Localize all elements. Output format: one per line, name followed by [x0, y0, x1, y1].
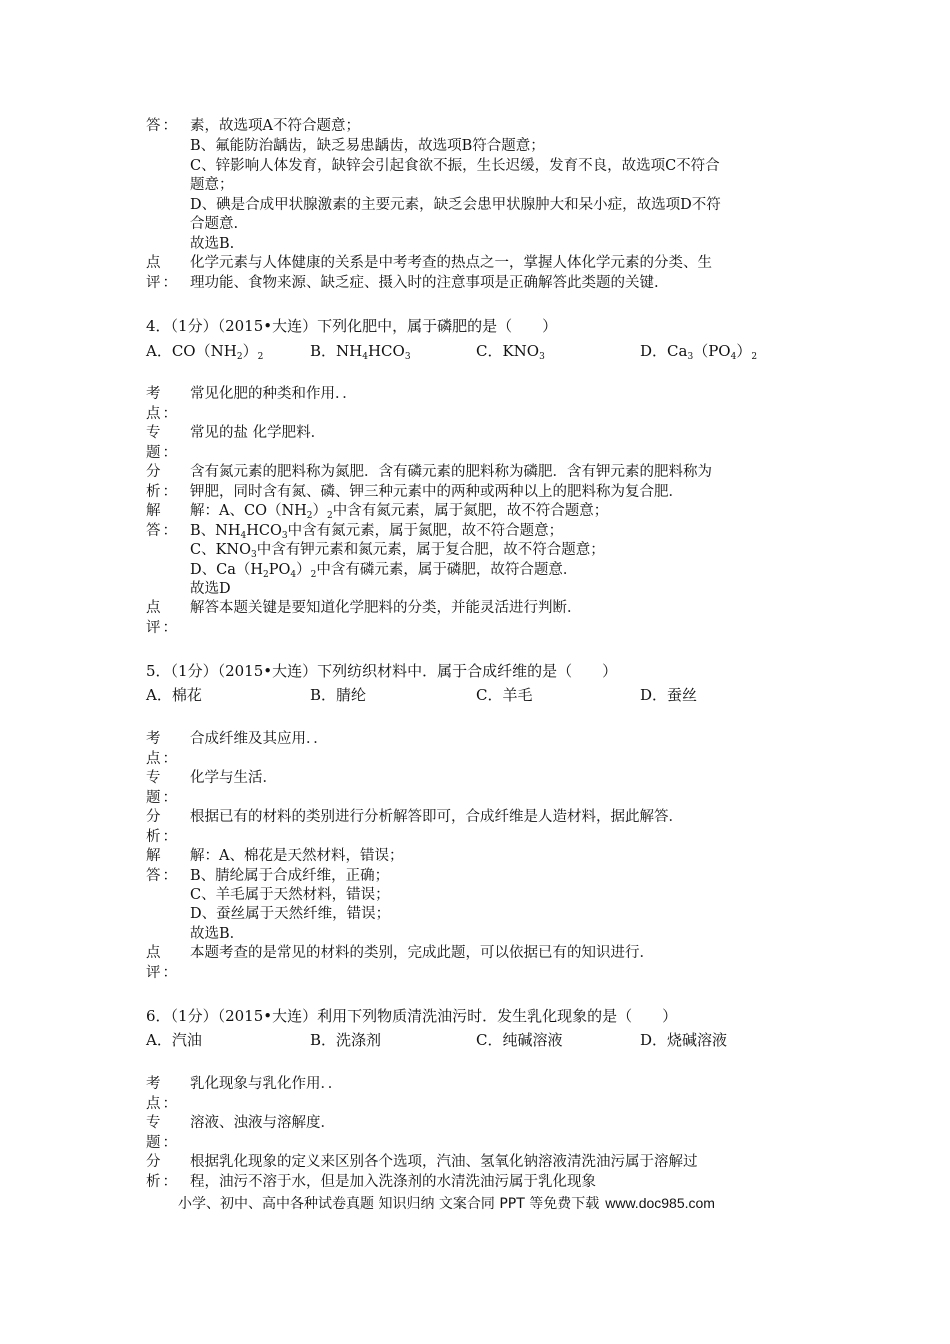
option-b: B．洗涤剂: [310, 1031, 382, 1049]
fenxi-line: 含有氮元素的肥料称为氮肥．含有磷元素的肥料称为磷肥．含有钾元素的肥料称为: [190, 464, 712, 480]
kaodian-label: 点：: [146, 1096, 179, 1112]
dianping-label: 评：: [146, 965, 179, 981]
jieda-line: 故选B．: [190, 926, 245, 942]
option-c: C．羊毛: [476, 686, 533, 704]
answer-line: B、氟能防治龋齿，缺乏易患龋齿，故选项B符合题意；: [190, 138, 545, 154]
jieda-line: C、$KNO_3$中含有钾元素和氮元素，属于复合肥，故不符合题意；: [190, 542, 605, 560]
answer-line: 故选B.: [190, 236, 235, 252]
answer-line: 题意；: [190, 177, 234, 193]
zhuanti-label: 专: [146, 425, 163, 441]
jieda-line: 故选D: [190, 581, 231, 597]
zhuanti-text: 常见的盐 化学肥料．: [190, 425, 326, 441]
fenxi-text: 根据已有的材料的类别进行分析解答即可，合成纤维是人造材料，据此解答．: [190, 809, 683, 825]
option-b: B．腈纶: [310, 686, 367, 704]
option-a: A．$CO(NH_2)_2$: [146, 342, 264, 362]
jieda-label: 答：: [146, 868, 179, 884]
page-footer: [178, 1193, 715, 1213]
option-a: A．汽油: [146, 1031, 202, 1049]
jieda-line: B、$NH_4HCO_3$中含有氮元素，属于氮肥，故不符合题意；: [190, 523, 564, 541]
jieda-line: B、腈纶属于合成纤维，正确；: [190, 868, 390, 884]
zhuanti-text: 化学与生活．: [190, 770, 277, 786]
jieda-line: D、$Ca(H_2PO_4)_2$中含有磷元素，属于磷肥，故符合题意．: [190, 562, 578, 580]
review-line: 化学元素与人体健康的关系是中考考查的热点之一，掌握人体化学元素的分类、生: [190, 255, 712, 271]
option-c: C．纯碱溶液: [476, 1031, 563, 1049]
review-label: 评：: [146, 275, 179, 291]
review-line: 理功能、食物来源、缺乏症、摄入时的注意事项是正确解答此类题的关键.: [190, 275, 659, 291]
fenxi-line: 程，油污不溶于水，但是加入洗涤剂的水清洗油污属于乳化现象: [190, 1174, 596, 1190]
jieda-label: 答：: [146, 523, 179, 539]
zhuanti-label: 题：: [146, 790, 179, 806]
question-5-title: 5．（1分）（2015•大连）下列纺织材料中．属于合成纤维的是（ ）: [146, 662, 618, 680]
jieda-line: C、羊毛属于天然材料，错误；: [190, 887, 390, 903]
answer-line: C、锌影响人体发育，缺锌会引起食欲不振，生长迟缓，发育不良，故选项C不符合: [190, 158, 720, 174]
zhuanti-label: 专: [146, 1115, 163, 1131]
option-d: D．蚕丝: [640, 686, 698, 704]
jieda-label: 解: [146, 503, 163, 519]
dianping-label: 评：: [146, 620, 179, 636]
footer-site-link[interactable]: www.doc985.com: [605, 1195, 715, 1211]
dianping-label: 点: [146, 600, 163, 616]
zhuanti-text: 溶液、浊液与溶解度．: [190, 1115, 335, 1131]
review-label: 点: [146, 255, 163, 271]
footer-text: 小学、初中、高中各种试卷真题 知识归纳 文案合同 PPT 等免费下载: [178, 1196, 600, 1212]
kaodian-label: 点：: [146, 406, 179, 422]
answer-line: 合题意.: [190, 216, 239, 232]
kaodian-text: 常见化肥的种类和作用．．: [190, 386, 357, 402]
zhuanti-label: 题：: [146, 1135, 179, 1151]
answer-line: D、碘是合成甲状腺激素的主要元素，缺乏会患甲状腺肿大和呆小症，故选项D不符: [190, 197, 721, 213]
kaodian-label: 点：: [146, 751, 179, 767]
fenxi-label: 析：: [146, 829, 179, 845]
jieda-label: 解: [146, 848, 163, 864]
dianping-label: 点: [146, 945, 163, 961]
zhuanti-label: 专: [146, 770, 163, 786]
jieda-line: D、蚕丝属于天然纤维，错误；: [190, 906, 391, 922]
zhuanti-label: 题：: [146, 445, 179, 461]
answer-label: 答：: [146, 118, 179, 134]
fenxi-label: 分: [146, 809, 163, 825]
fenxi-line: 根据乳化现象的定义来区别各个选项，汽油、氢氧化钠溶液清洗油污属于溶解过: [190, 1154, 698, 1170]
option-d: D．$Ca_3(PO_4)_2$: [640, 342, 758, 362]
question-4-title: 4．（1分）（2015•大连）下列化肥中，属于磷肥的是（ ）: [146, 317, 558, 335]
option-d: D．烧碱溶液: [640, 1031, 728, 1049]
kaodian-label: 考: [146, 1076, 163, 1092]
option-a: A．棉花: [146, 686, 202, 704]
jieda-line: 解：A、棉花是天然材料，错误；: [190, 848, 404, 864]
option-c: C．$KNO_3$: [476, 342, 545, 362]
dianping-text: 本题考查的是常见的材料的类别，完成此题，可以依据已有的知识进行．: [190, 945, 654, 961]
answer-line: 素，故选项A不符合题意；: [190, 118, 360, 134]
option-b: B．$NH_4HCO_3$: [310, 342, 411, 362]
dianping-text: 解答本题关键是要知道化学肥料的分类，并能灵活进行判断．: [190, 600, 582, 616]
fenxi-label: 析：: [146, 1174, 179, 1190]
fenxi-line: 钾肥，同时含有氮、磷、钾三种元素中的两种或两种以上的肥料称为复合肥．: [190, 484, 683, 500]
jieda-line: 解：A、$CO(NH_2)_2$中含有氮元素，属于氮肥，故不符合题意；: [190, 503, 609, 521]
fenxi-label: 析：: [146, 484, 179, 500]
kaodian-label: 考: [146, 386, 163, 402]
fenxi-label: 分: [146, 1154, 163, 1170]
fenxi-label: 分: [146, 464, 163, 480]
kaodian-label: 考: [146, 731, 163, 747]
kaodian-text: 乳化现象与乳化作用．．: [190, 1076, 343, 1092]
kaodian-text: 合成纤维及其应用．．: [190, 731, 328, 747]
question-6-title: 6．（1分）（2015•大连）利用下列物质清洗油污时．发生乳化现象的是（ ）: [146, 1007, 678, 1025]
